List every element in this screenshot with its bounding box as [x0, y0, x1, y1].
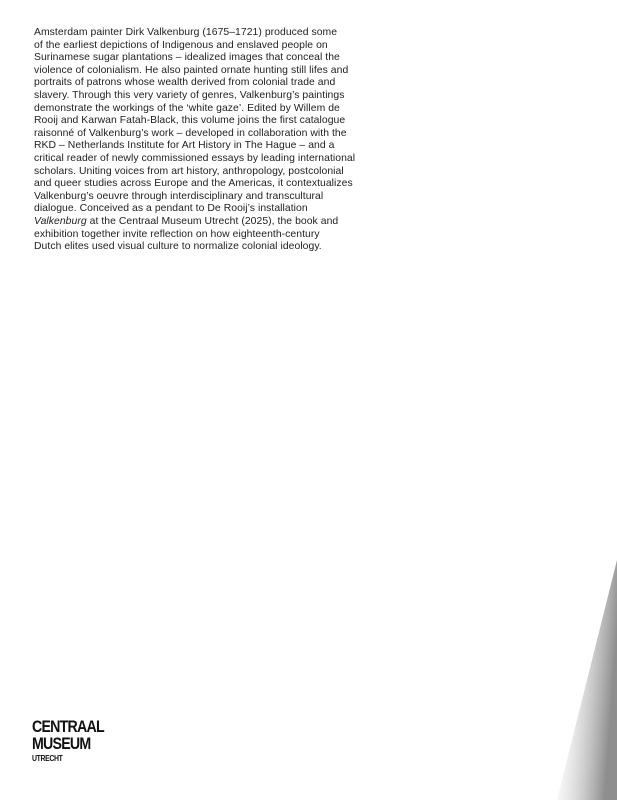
- description-line: RKD – Netherlands Institute for Art History in The Hague – and a: [34, 140, 335, 152]
- description-line-with-title: [34, 216, 386, 229]
- description-line: Dutch elites used visual culture to normalize colonial ideology.: [34, 241, 322, 253]
- description-line: Surinamese sugar plantations – idealized images that conceal the: [34, 52, 340, 64]
- description-line: raisonné of Valkenburg’s work – developed in collaboration with the: [34, 127, 347, 139]
- description-line: slavery. Through this very variety of genres, Valkenburg’s paintings: [34, 89, 345, 101]
- description-line: scholars. Uniting voices from art history, anthropology, postcolonial: [34, 165, 344, 177]
- page-curl-shadow: [517, 560, 617, 800]
- installation-title: Valkenburg: [34, 215, 87, 227]
- description-line: dialogue. Conceived as a pendant to De Rooij’s installation: [34, 203, 308, 215]
- book-description: [34, 27, 386, 254]
- description-line: critical reader of newly commissioned essays by leading international: [34, 152, 356, 164]
- description-line-rest: at the Centraal Museum Utrecht (2025), the book and: [86, 215, 339, 227]
- description-line: of the earliest depictions of Indigenous and enslaved people on: [34, 39, 328, 51]
- description-line: exhibition together invite reflection on how eighteenth-century: [34, 228, 320, 240]
- description-line: Valkenburg’s oeuvre through interdisciplinary and transcultural: [34, 190, 324, 202]
- logo-line-utrecht: UTRECHT: [32, 754, 63, 763]
- centraal-museum-logo: [32, 719, 112, 764]
- logo-line-museum: MUSEUM: [32, 735, 91, 753]
- description-line: and queer studies across Europe and the Americas, it contextualizes: [34, 178, 353, 190]
- description-line: demonstrate the workings of the ‘white gaze’. Edited by Willem de: [34, 102, 340, 114]
- description-line: violence of colonialism. He also painted ornate hunting still lifes and: [34, 64, 349, 76]
- logo-line-centraal: CENTRAAL: [32, 718, 104, 736]
- description-line: Rooij and Karwan Fatah-Black, this volume joins the first catalogue: [34, 115, 346, 127]
- description-line: Amsterdam painter Dirk Valkenburg (1675–1721) produced some: [34, 27, 338, 38]
- description-line: portraits of patrons whose wealth derived from colonial trade and: [34, 77, 336, 89]
